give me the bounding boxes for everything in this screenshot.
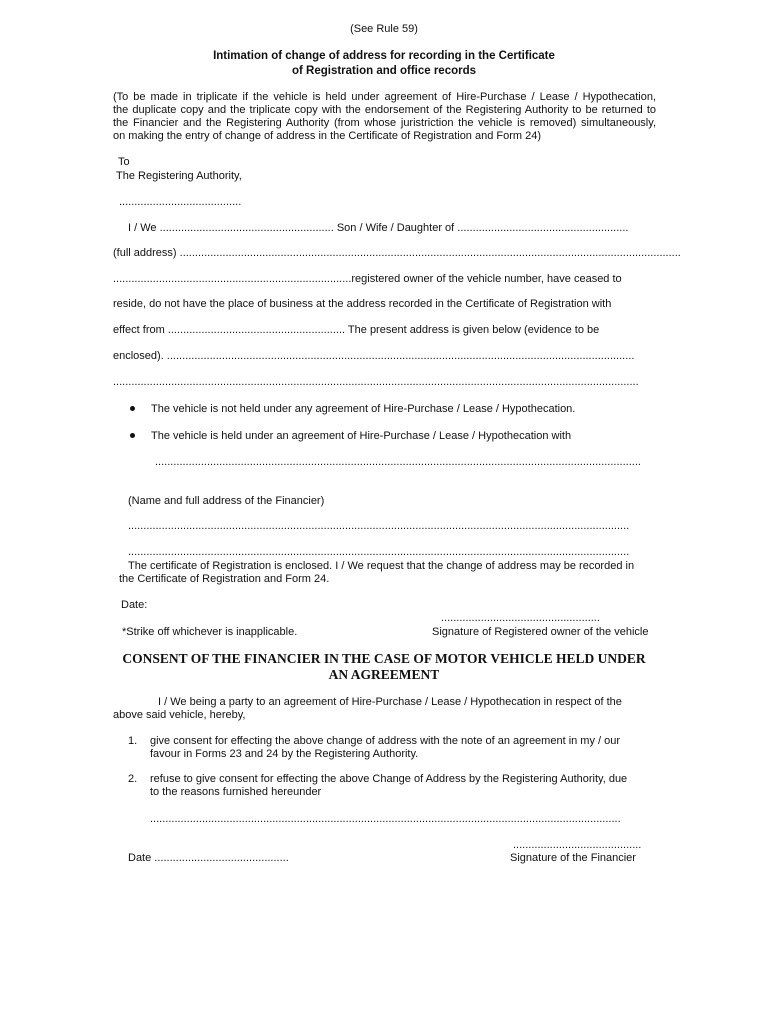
instruction-line: (To be made in triplicate if the vehicle is held under agreement of Hire-Purchase / Lease / Hypothecation, bbox=[113, 91, 656, 103]
bullet-icon bbox=[130, 433, 135, 438]
rule-reference: (See Rule 59) bbox=[350, 23, 418, 35]
consent-item1-line2: favour in Forms 23 and 24 by the Registering Authority. bbox=[150, 748, 419, 760]
instruction-line: on making the entry of change of address in the Certificate of Registration and Form 24) bbox=[113, 130, 542, 142]
owner-signature-blank: .................................................... bbox=[441, 612, 600, 624]
full-address-line: (full address) .................................................................................................................................................................... bbox=[113, 247, 681, 259]
instruction-line: the duplicate copy and the triplicate copy with the endorsement of the Registering Authority to be returned to bbox=[113, 104, 656, 116]
financier-address-blank: .................................................................................................................................................................... bbox=[128, 520, 630, 532]
option-not-held: The vehicle is not held under any agreement of Hire-Purchase / Lease / Hypothecation. bbox=[151, 403, 576, 415]
option-held: The vehicle is held under an agreement of Hire-Purchase / Lease / Hypothecation with bbox=[151, 430, 572, 442]
form-title-line1: Intimation of change of address for recording in the Certificate bbox=[213, 50, 555, 62]
request-line1: The certificate of Registration is enclosed. I / We request that the change of address may be recorded in bbox=[128, 560, 635, 572]
reside-line: reside, do not have the place of business at the address recorded in the Certificate of Registration with bbox=[113, 298, 612, 310]
owner-line: ..............................................................................registered owner of the vehicle number, have ceased to bbox=[113, 273, 622, 285]
consent-heading-line1: CONSENT OF THE FINANCIER IN THE CASE OF MOTOR VEHICLE HELD UNDER bbox=[122, 651, 646, 666]
consent-intro-line1: I / We being a party to an agreement of Hire-Purchase / Lease / Hypothecation in respect of the bbox=[158, 696, 622, 708]
date-label: Date: bbox=[121, 599, 148, 611]
instruction-line: the Financier and the Registering Authority (from whose juristriction the vehicle is removed) simultaneously, bbox=[113, 117, 656, 129]
enclosed-line: enclosed). ......................................................................................................................................................... bbox=[113, 350, 635, 362]
addressee-authority: The Registering Authority, bbox=[116, 170, 242, 182]
consent-item2-line1: refuse to give consent for effecting the above Change of Address by the Registering Authority, due bbox=[150, 773, 628, 785]
financier-date-label: Date ............................................ bbox=[128, 852, 289, 864]
reasons-blank: .......................................................................................................................................................... bbox=[150, 813, 621, 825]
addressee-to: To bbox=[118, 156, 130, 168]
consent-item2-line2: to the reasons furnished hereunder bbox=[150, 786, 322, 798]
strike-off-note: *Strike off whichever is inapplicable. bbox=[122, 626, 298, 638]
consent-item1-line1: give consent for effecting the above change of address with the note of an agreement in my / our bbox=[150, 735, 621, 747]
consent-intro-line2: above said vehicle, hereby, bbox=[113, 709, 246, 721]
consent-heading-line2: AN AGREEMENT bbox=[328, 667, 440, 682]
form-title-line2: of Registration and office records bbox=[291, 65, 477, 77]
financier-address-blank: .................................................................................................................................................................... bbox=[128, 546, 630, 558]
financier-name-blank: ............................................................................................................................................................... bbox=[155, 456, 641, 468]
consent-item1-number: 1. bbox=[128, 735, 138, 747]
bullet-icon bbox=[130, 406, 135, 411]
financier-signature-blank: .......................................... bbox=[513, 839, 642, 851]
consent-item2-number: 2. bbox=[128, 773, 138, 785]
financier-signature-label: Signature of the Financier bbox=[510, 852, 636, 864]
owner-signature-label: Signature of Registered owner of the vehicle bbox=[432, 626, 649, 638]
applicant-line: I / We ......................................................... Son / Wife / Daughter of ........................................................ bbox=[128, 222, 629, 234]
effect-from-line: effect from .......................................................... The present address is given below (evidence to be bbox=[113, 324, 600, 336]
present-address-blank: ............................................................................................................................................................................ bbox=[113, 376, 639, 388]
request-line2: the Certificate of Registration and Form 24. bbox=[119, 573, 330, 585]
financier-label: (Name and full address of the Financier) bbox=[128, 495, 325, 507]
addressee-blank: ........................................ bbox=[119, 196, 242, 208]
